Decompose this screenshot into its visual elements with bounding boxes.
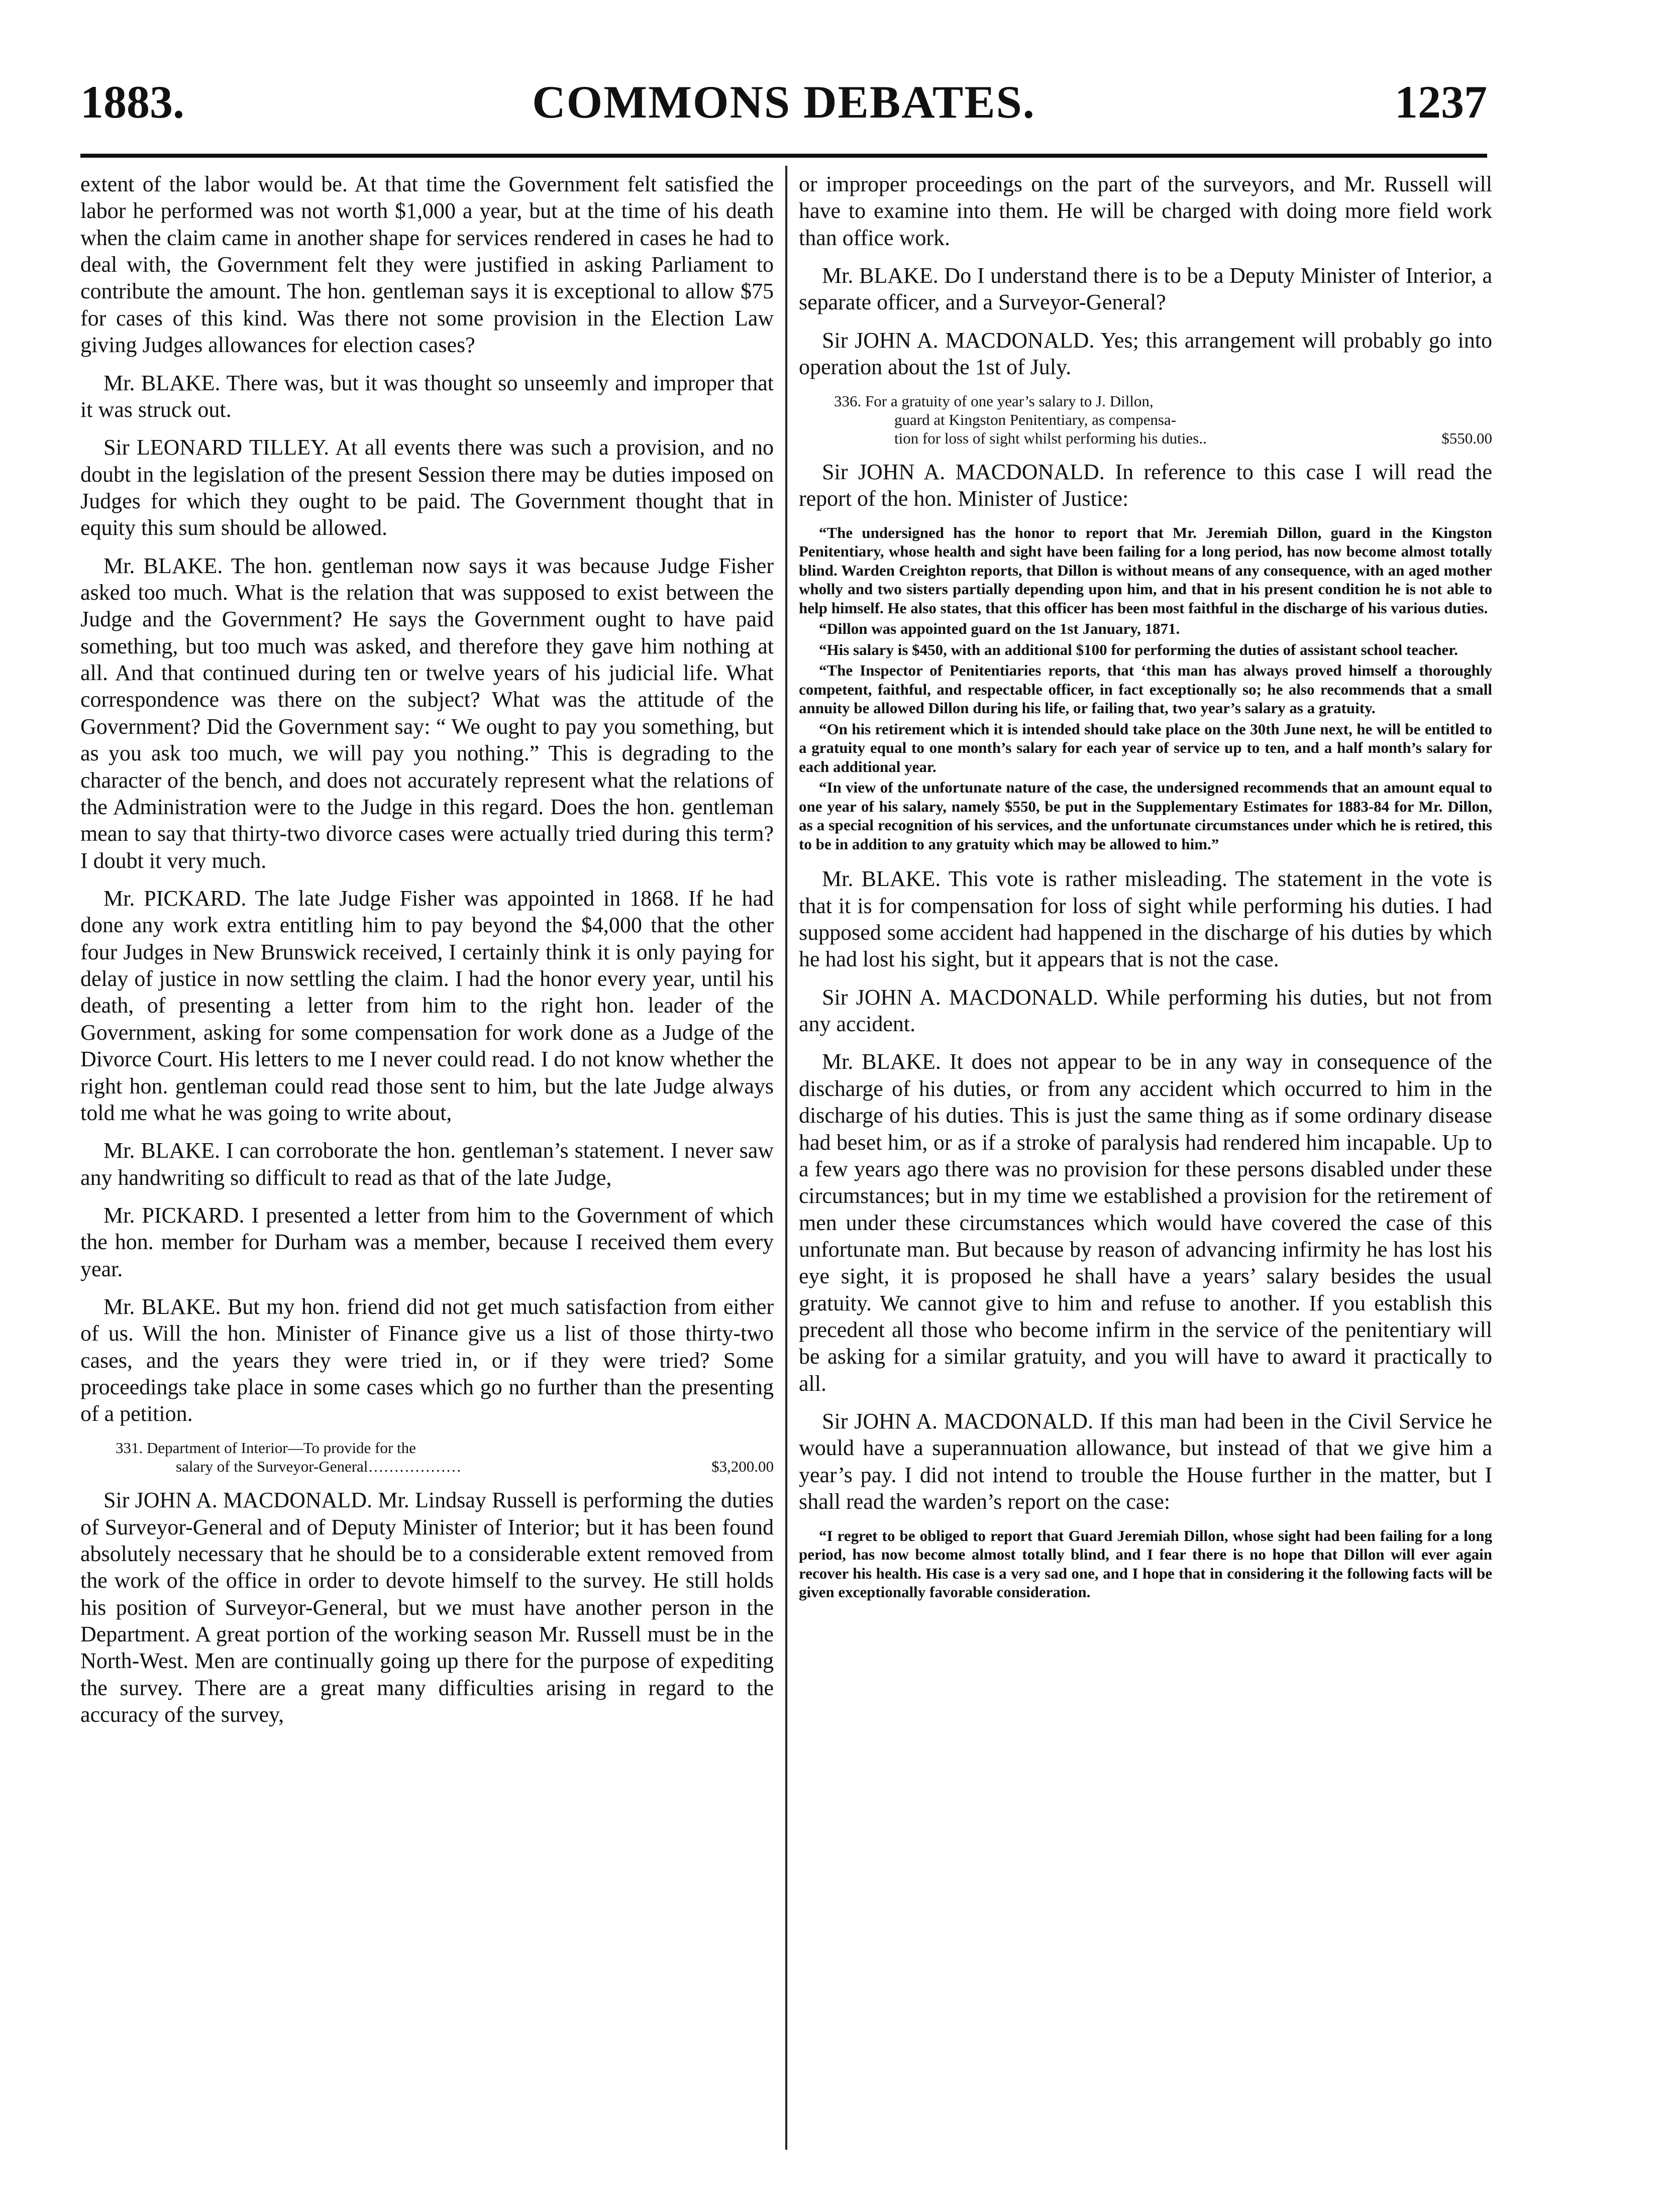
paragraph: Sir JOHN A. MACDONALD. Mr. Lindsay Russell is performing the duties of Surveyor-General and of Deputy Minister of Interior; but it has been found absolutely necessary that he should be to a considerable extent removed from the work of the office in order to devote himself to the survey. He still holds his position of Surveyor-General, but we must have another person in the Department. A great portion of the working season Mr. Russell must be in the North-West. Men are continually going up there for the purpose of expediting the survey. There are a great many difficulties arising in regard to the accuracy of the survey, xyxy=(80,1488,774,1727)
estimate-item-line: guard at Kingston Penitentiary, as compensa- xyxy=(894,410,1177,428)
estimate-item-line: tion for loss of sight whilst performing his duties.. xyxy=(894,429,1207,447)
header-page-number: 1237 xyxy=(1395,76,1487,128)
paragraph: Mr. BLAKE. But my hon. friend did not get much satisfaction from either of us. Will the hon. Minister of Finance give us a list of those thirty-two cases, and the years they were tried in, or if they were tried? Some proceedings take place in some cases which go no further than the presenting of a petition. xyxy=(80,1294,774,1426)
right-column xyxy=(799,171,1492,2160)
quote-paragraph: “His salary is $450, with an additional $100 for performing the duties of assistant school teacher. xyxy=(819,640,1458,658)
estimate-item-amount: $550.00 xyxy=(1441,429,1492,447)
paragraph: extent of the labor would be. At that time the Government felt satisfied the labor he performed was not worth $1,000 a year, but at the time of his death when the claim came in another shape for services rendered in cases he had to deal with, the Government felt they were justified in asking Parliament to contribute the amount. The hon. gentleman says it is exceptional to allow $75 for cases of this kind. Was there not some provision in the Election Law giving Judges allowances for election cases? xyxy=(80,172,774,358)
estimate-item-line: 331. Department of Interior—To provide for the xyxy=(116,1439,416,1457)
paragraph: Sir JOHN A. MACDONALD. In reference to this case I will read the report of the hon. Minister of Justice: xyxy=(799,460,1492,511)
estimate-item-line: salary of the Surveyor-General……………… xyxy=(176,1458,462,1475)
header-title: COMMONS DEBATES. xyxy=(532,76,1035,128)
left-column xyxy=(80,171,774,2160)
paragraph: Mr. BLAKE. Do I understand there is to be a Deputy Minister of Interior, a separate officer, and a Surveyor-General? xyxy=(799,263,1492,315)
quote-paragraph: “In view of the unfortunate nature of the case, the undersigned recommends that an amount equal to one year of his salary, namely $550, be put in the Supplementary Estimates for 1883-84 for Mr. Dillon, as a special recognition of his services, and the unfortunate circumstances under which he is retired, this to be in addition to any gratuity which may be allowed to him.” xyxy=(799,779,1492,853)
paragraph: Mr. BLAKE. The hon. gentleman now says it was because Judge Fisher asked too much. What is the relation that was supposed to exist between the Judge and the Government? He says the Government ought to have paid something, but too much was asked, and therefore they gave him nothing at all. And that continued during ten or twelve years of his judicial life. What correspondence was there on the subject? What was the attitude of the Government? Did the Government say: “ We ought to pay you something, but as you ask too much, we will pay you nothing.” This is degrading to the character of the bench, and does not accurately represent what the relations of the Administration were to the Judge in this regard. Does the hon. gentleman mean to say that thirty-two divorce cases were actually tried during this term? I doubt it very much. xyxy=(80,553,774,873)
estimate-item-amount: $3,200.00 xyxy=(711,1458,774,1475)
paragraph: Sir JOHN A. MACDONALD. If this man had been in the Civil Service he would have a superannuation allowance, but instead of that we give him a year’s pay. I did not intend to trouble the House further in the matter, but I shall read the warden’s report on the case: xyxy=(799,1409,1492,1514)
paragraph: Mr. BLAKE. This vote is rather misleading. The statement in the vote is that it is for compensation for loss of sight while performing his duties. I had supposed some accident had happened in the discharge of his duties by which he had lost his sight, but it appears that is not the case. xyxy=(799,866,1492,972)
header-year: 1883. xyxy=(80,76,184,128)
paragraph: Sir LEONARD TILLEY. At all events there was such a provision, and no doubt in the legislation of the present Session there may be duties imposed on Judges for which they ought to be paid. The Government thought that in equity this sum should be allowed. xyxy=(80,435,774,540)
quote-paragraph: “The undersigned has the honor to report that Mr. Jeremiah Dillon, guard in the Kingston Penitentiary, whose health and sight have been failing for a long period, has now become almost totally blind. Warden Creighton reports, that Dillon is without means of any consequence, with an aged mother wholly and two sisters partially depending upon him, and that in his present condition he is not able to help himself. He also states, that this officer has been most faithful in the discharge of his various duties. xyxy=(799,523,1492,617)
estimate-item-336 xyxy=(834,392,1492,448)
paragraph: Mr. PICKARD. I presented a letter from him to the Government of which the hon. member for Durham was a member, because I received them every year. xyxy=(80,1202,774,1281)
paragraph: Sir JOHN A. MACDONALD. While performing his duties, but not from any accident. xyxy=(799,984,1492,1037)
column-divider xyxy=(785,166,787,2150)
quote-paragraph: “On his retirement which it is intended should take place on the 30th June next, he will be entitled to a gratuity equal to one month’s salary for each year of service up to ten, and a half month’s salary for each additional year. xyxy=(799,720,1492,776)
quoted-warden-report xyxy=(799,1526,1492,1602)
quote-paragraph: “The Inspector of Penitentiaries reports, that ‘this man has always proved himself a thoroughly competent, faithful, and respectable officer, in fact exceptionally so; he also recommends that a small annuity be allowed Dillon during his life, or failing that, two year’s salary as a gratuity. xyxy=(799,661,1492,717)
estimate-item-331 xyxy=(116,1439,774,1476)
paragraph: Sir JOHN A. MACDONALD. Yes; this arrangement will probably go into operation about the 1st of July. xyxy=(799,327,1492,380)
paragraph: or improper proceedings on the part of the surveyors, and Mr. Russell will have to examine into them. He will be charged with doing more field work than office work. xyxy=(799,172,1492,250)
quote-paragraph: “Dillon was appointed guard on the 1st January, 1871. xyxy=(819,620,1180,638)
page-header xyxy=(80,75,1487,151)
paragraph: Mr. PICKARD. The late Judge Fisher was appointed in 1868. If he had done any work extra entitling him to pay beyond the $4,000 that the other four Judges in New Brunswick received, I certainly think it is only paying for delay of justice in now settling the claim. I had the honor every year, until his death, of presenting a letter from him to the right hon. leader of the Government, asking for some compensation for work done as a Judge of the Divorce Court. His letters to me I never could read. I do not know whether the right hon. gentleman could read those sent to him, but the late Judge always told me what he was going to write about, xyxy=(80,886,774,1125)
paragraph: Mr. BLAKE. I can corroborate the hon. gentleman’s statement. I never saw any handwriting so difficult to read as that of the late Judge, xyxy=(80,1138,774,1190)
estimate-item-line: 336. For a gratuity of one year’s salary to J. Dillon, xyxy=(834,392,1154,410)
header-rule xyxy=(80,154,1487,158)
paragraph: Mr. BLAKE. There was, but it was thought so unseemly and improper that it was struck out. xyxy=(80,370,774,422)
quote-paragraph: “I regret to be obliged to report that Guard Jeremiah Dillon, whose sight had been failing for a long period, has now become almost totally blind, and I fear there is no hope that Dillon will ever again recover his health. His case is a very sad one, and I hope that in considering it the following facts will be given exceptionally favorable consideration. xyxy=(799,1526,1492,1601)
quoted-report xyxy=(799,523,1492,854)
paragraph: Mr. BLAKE. It does not appear to be in any way in consequence of the discharge of his duties, or from any accident which occurred to him in the discharge of his duties. This is just the same thing as if some ordinary disease had beset him, or as if a stroke of paralysis had rendered him incapable. Up to a few years ago there was no provision for these persons disabled under these circumstances; but in my time we established a provision for the retirement of men under these circumstances which would have covered the case of this unfortunate man. But because by reason of advancing infirmity he has lost his eye sight, it is proposed he shall have a years’ salary besides the usual gratuity. We cannot give to him and refuse to another. If you establish this precedent all those who become infirm in the service of the penitentiary will be asking for a similar gratuity, and you will have to award it practically to all. xyxy=(799,1049,1492,1396)
